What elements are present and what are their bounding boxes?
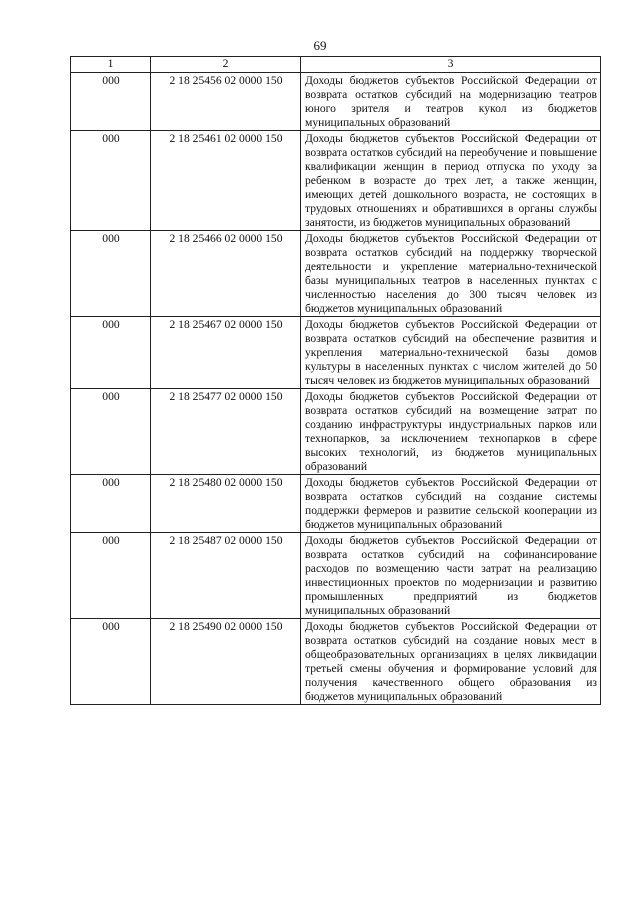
table-row bbox=[71, 389, 601, 475]
table-row bbox=[71, 317, 601, 389]
admin-code-cell: 000 bbox=[71, 131, 151, 231]
description-cell: Доходы бюджетов субъектов Российской Федерации от возврата остатков субсидий на создание новых мест в общеобразовательных организациях в целях ликвидации третьей смены обучения и формирование условий для получения качественного общего образования из бюджетов муниципальных образований bbox=[301, 619, 601, 705]
table-row bbox=[71, 231, 601, 317]
admin-code-cell: 000 bbox=[71, 73, 151, 131]
table-row bbox=[71, 533, 601, 619]
column-header-1: 1 bbox=[71, 57, 151, 73]
admin-code-cell: 000 bbox=[71, 475, 151, 533]
kbk-code-cell: 2 18 25461 02 0000 150 bbox=[151, 131, 301, 231]
table-row bbox=[71, 131, 601, 231]
table-row bbox=[71, 73, 601, 131]
kbk-code-cell: 2 18 25467 02 0000 150 bbox=[151, 317, 301, 389]
kbk-code-cell: 2 18 25477 02 0000 150 bbox=[151, 389, 301, 475]
table-row bbox=[71, 619, 601, 705]
table-row bbox=[71, 475, 601, 533]
admin-code-cell: 000 bbox=[71, 619, 151, 705]
description-cell: Доходы бюджетов субъектов Российской Федерации от возврата остатков субсидий на поддержку творческой деятельности и укрепление материально-технической базы муниципальных театров в населенных пунктах с численностью населения до 300 тысяч человек из бюджетов муниципальных образований bbox=[301, 231, 601, 317]
admin-code-cell: 000 bbox=[71, 317, 151, 389]
kbk-code-cell: 2 18 25466 02 0000 150 bbox=[151, 231, 301, 317]
description-cell: Доходы бюджетов субъектов Российской Федерации от возврата остатков субсидий на модернизацию театров юного зрителя и театров кукол из бюджетов муниципальных образований bbox=[301, 73, 601, 131]
budget-revenue-table bbox=[70, 56, 601, 705]
description-cell: Доходы бюджетов субъектов Российской Федерации от возврата остатков субсидий на переобучение и повышение квалификации женщин в период отпуска по уходу за ребенком в возрасте до трех лет, а также женщин, имеющих детей дошкольного возраста, не состоящих в трудовых отношениях и обратившихся в органы службы занятости, из бюджетов муниципальных образований bbox=[301, 131, 601, 231]
kbk-code-cell: 2 18 25490 02 0000 150 bbox=[151, 619, 301, 705]
admin-code-cell: 000 bbox=[71, 389, 151, 475]
kbk-code-cell: 2 18 25480 02 0000 150 bbox=[151, 475, 301, 533]
description-cell: Доходы бюджетов субъектов Российской Федерации от возврата остатков субсидий на обеспечение развития и укрепления материально-технической базы домов культуры в населенных пунктах с числом жителей до 50 тысяч человек из бюджетов муниципальных образований bbox=[301, 317, 601, 389]
kbk-code-cell: 2 18 25456 02 0000 150 bbox=[151, 73, 301, 131]
description-cell: Доходы бюджетов субъектов Российской Федерации от возврата остатков субсидий на софинансирование расходов по возмещению части затрат на реализацию инвестиционных проектов по модернизации и развитию промышленных предприятий из бюджетов муниципальных образований bbox=[301, 533, 601, 619]
page-number: 69 bbox=[313, 38, 327, 53]
admin-code-cell: 000 bbox=[71, 533, 151, 619]
table-header-row bbox=[71, 57, 601, 73]
kbk-code-cell: 2 18 25487 02 0000 150 bbox=[151, 533, 301, 619]
admin-code-cell: 000 bbox=[71, 231, 151, 317]
column-header-3: 3 bbox=[301, 57, 601, 73]
description-cell: Доходы бюджетов субъектов Российской Федерации от возврата остатков субсидий на возмещение затрат по созданию инфраструктуры индустриальных парков или технопарков, за исключением технопарков в сфере высоких технологий, из бюджетов муниципальных образований bbox=[301, 389, 601, 475]
description-cell: Доходы бюджетов субъектов Российской Федерации от возврата остатков субсидий на создание системы поддержки фермеров и развитие сельской кооперации из бюджетов муниципальных образований bbox=[301, 475, 601, 533]
column-header-2: 2 bbox=[151, 57, 301, 73]
